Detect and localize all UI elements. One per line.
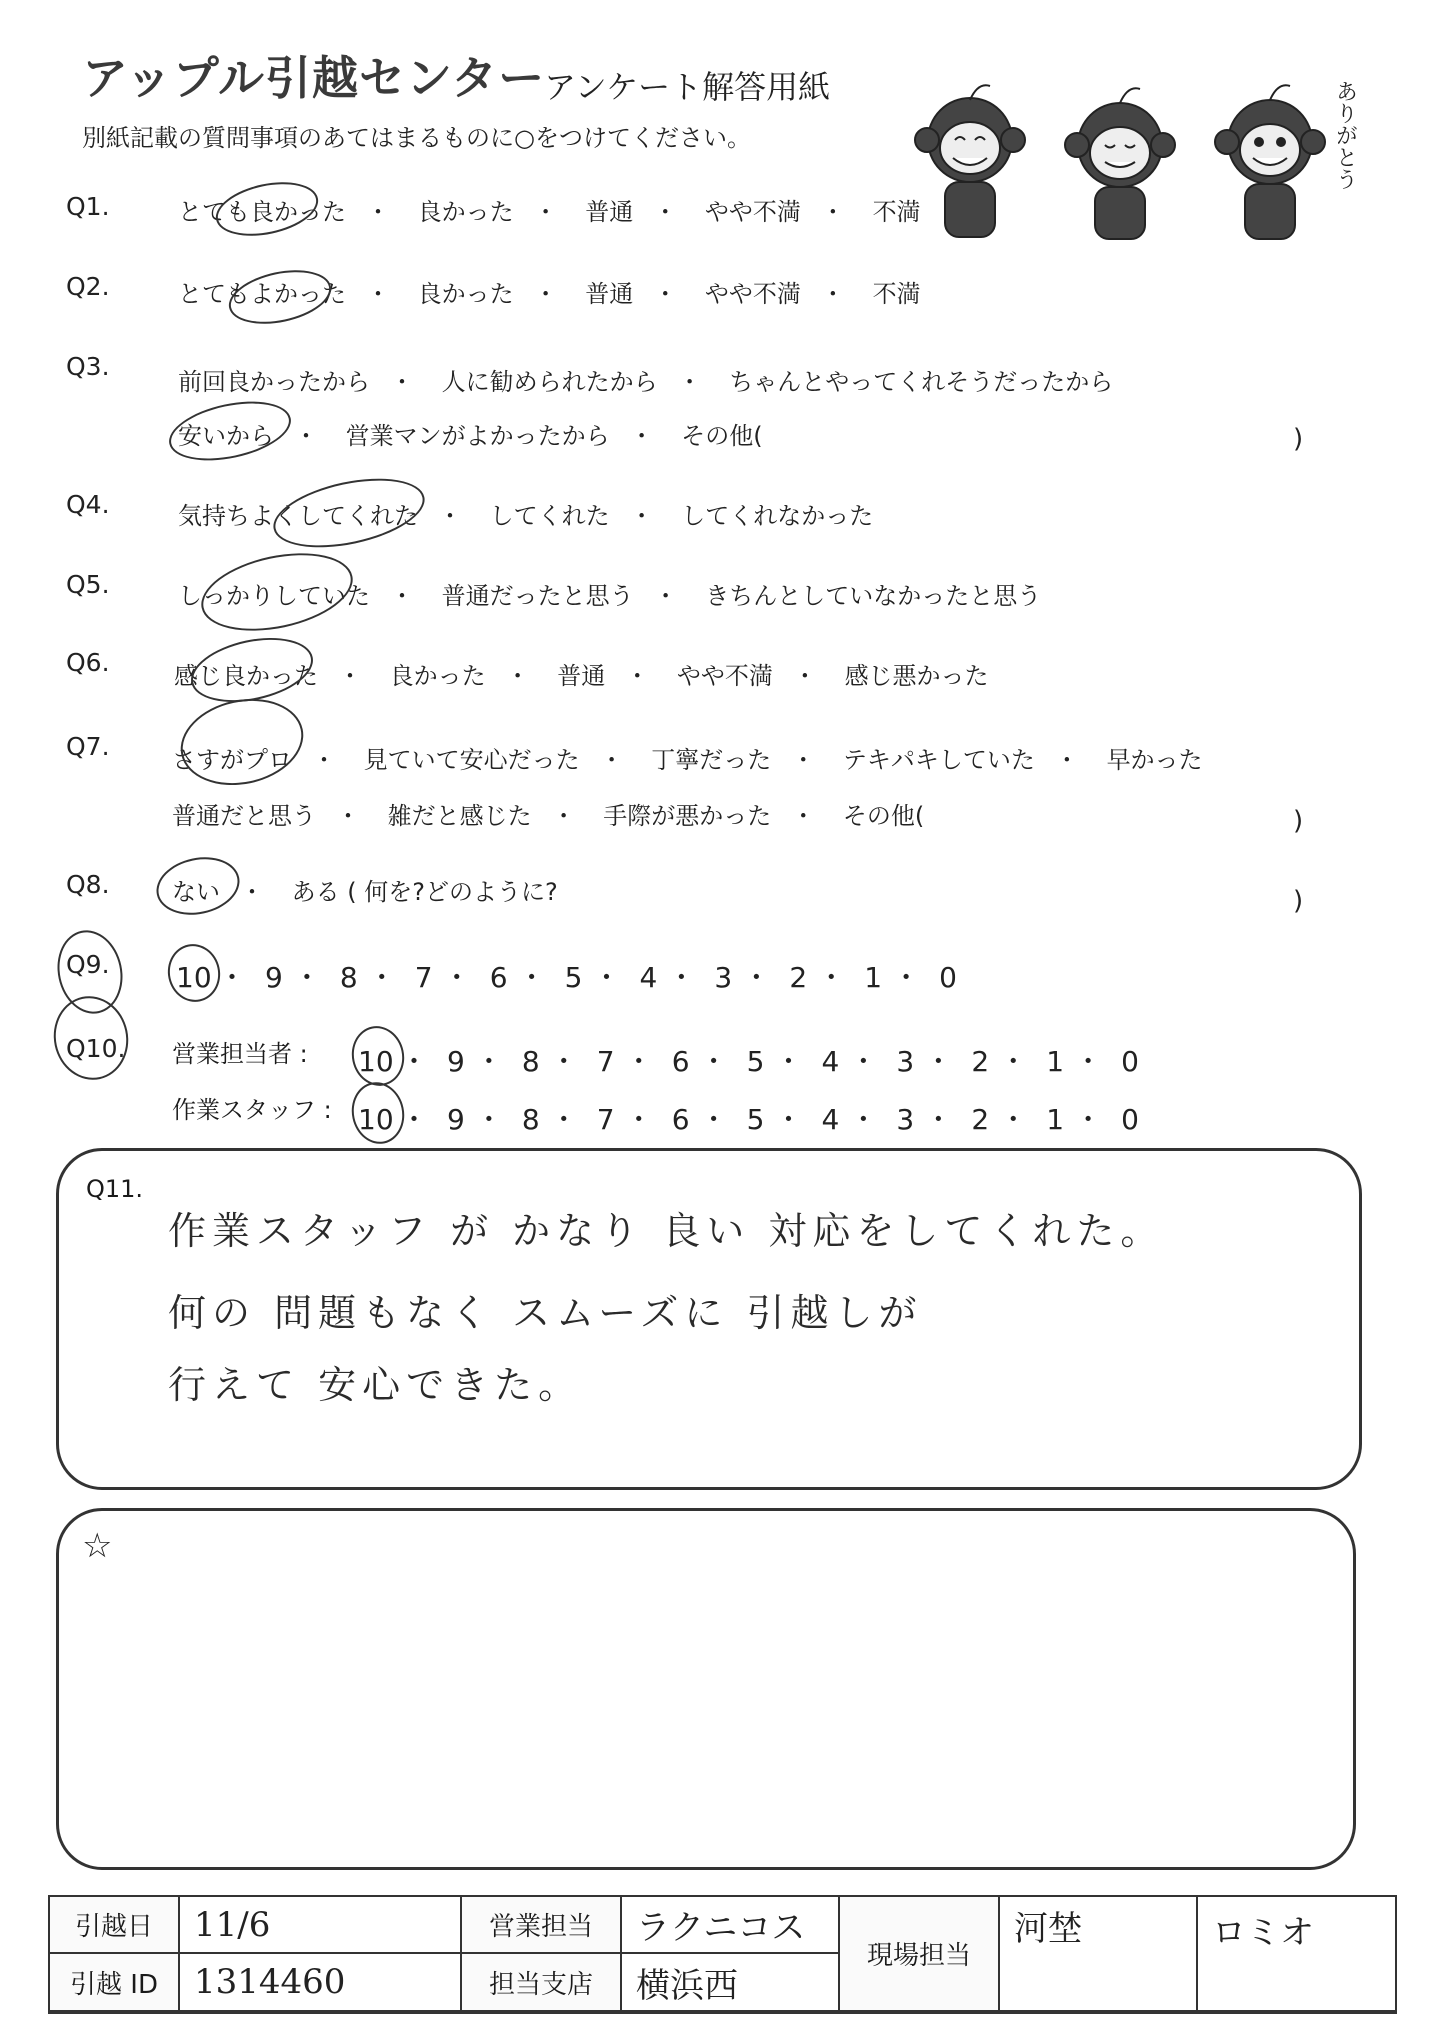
instructions: 別紙記載の質問事項のあてはまるものに○をつけてください。	[82, 124, 751, 152]
field-staff-label: 現場担当	[840, 1897, 1000, 2012]
q3-option-2[interactable]: 人に勧められたから	[441, 368, 658, 396]
q1-option-4[interactable]: やや不満	[704, 198, 801, 226]
q7-option-3[interactable]: 丁寧だった	[651, 746, 772, 774]
q7-answer-circle	[173, 688, 312, 796]
q9-score-7[interactable]: 7	[414, 961, 433, 994]
q5-option-1[interactable]: しっかりしていた	[178, 582, 370, 610]
q10-sales-score-5[interactable]: 5	[746, 1045, 765, 1078]
q8-paren-close: )	[1293, 886, 1304, 916]
q7-options-line2: 普通だと思う ・ 雑だと感じた ・ 手際が悪かった ・ その他(	[172, 796, 924, 831]
q7-number: Q7.	[66, 732, 110, 761]
q7-option-6[interactable]: 普通だと思う	[172, 802, 316, 830]
q7-option-other[interactable]: その他(	[842, 802, 925, 830]
sales-staff-label: 営業担当	[462, 1897, 622, 1954]
q7-options-line1: さすがプロ ・ 見ていて安心だった ・ 丁寧だった ・ テキパキしていた ・ 早かった	[172, 740, 1203, 775]
sales-staff-value: ラクニコス	[622, 1897, 840, 1954]
q7-option-1[interactable]: さすがプロ	[172, 746, 292, 774]
q11-comment-line-2: 何の 問題もなく スムーズに 引越しが	[168, 1291, 923, 1335]
q4-option-2[interactable]: してくれた	[489, 502, 610, 530]
q10-sales-score-0[interactable]: 0	[1121, 1045, 1139, 1078]
q3-option-4[interactable]: 安いから	[178, 422, 274, 450]
q7-paren-close: )	[1293, 806, 1304, 836]
move-id-value: 1314460	[180, 1954, 462, 2012]
q6-options: 感じ良かった ・ 良かった ・ 普通 ・ やや不満 ・ 感じ悪かった	[174, 656, 989, 691]
q10-staff-score-6[interactable]: 6	[671, 1103, 690, 1136]
q3-options-line2: 安いから ・ 営業マンがよかったから ・ その他(	[178, 416, 763, 451]
q10-sales-score-8[interactable]: 8	[521, 1045, 540, 1078]
q8-answer-circle	[151, 850, 245, 922]
q10-staff-score-4[interactable]: 4	[821, 1103, 840, 1136]
q10-sales-score-6[interactable]: 6	[671, 1045, 690, 1078]
q10-staff-score-10[interactable]: 10	[358, 1103, 394, 1136]
q10-staff-score-2[interactable]: 2	[971, 1103, 990, 1136]
q5-number: Q5.	[66, 570, 110, 599]
q7-option-8[interactable]: 手際が悪かった	[603, 802, 772, 830]
q10-staff-score-3[interactable]: 3	[896, 1103, 915, 1136]
q8-number: Q8.	[66, 870, 110, 899]
brand-name: アップル引越センター	[82, 51, 546, 105]
q10-staff-score-9[interactable]: 9	[446, 1103, 465, 1136]
q10-staff-score-0[interactable]: 0	[1121, 1103, 1139, 1136]
field-staff-value-1: 河埜	[1000, 1897, 1198, 2012]
q9-score-10[interactable]: 10	[176, 961, 212, 994]
q9-score-3[interactable]: 3	[714, 961, 733, 994]
q4-option-3[interactable]: してくれなかった	[681, 502, 874, 530]
q1-answer-circle	[211, 174, 323, 245]
q2-option-5[interactable]: 不満	[872, 280, 921, 308]
q2-option-4[interactable]: やや不満	[704, 280, 801, 308]
q6-option-4[interactable]: やや不満	[676, 662, 773, 690]
q11-number: Q11.	[86, 1175, 144, 1203]
q6-option-2[interactable]: 良かった	[389, 662, 486, 690]
q5-option-3[interactable]: きちんとしていなかったと思う	[705, 582, 1042, 610]
q7-option-2[interactable]: 見ていて安心だった	[363, 746, 580, 774]
q4-answer-circle	[267, 467, 431, 560]
q3-options-line1: 前回良かったから ・ 人に勧められたから ・ ちゃんとやってくれそうだったから	[178, 362, 1113, 397]
star-mark: ☆	[82, 1526, 113, 1566]
q3-option-3[interactable]: ちゃんとやってくれそうだったから	[729, 368, 1114, 396]
free-comment-box[interactable]	[56, 1508, 1356, 1870]
q11-comment-line-3: 行えて 安心できた。	[168, 1363, 583, 1407]
q6-option-1[interactable]: 感じ良かった	[174, 662, 318, 690]
q7-option-4[interactable]: テキパキしていた	[842, 746, 1035, 774]
q10-staff-score-1[interactable]: 1	[1046, 1103, 1065, 1136]
q3-option-1[interactable]: 前回良かったから	[178, 368, 370, 396]
monkey-mascots-illustration	[905, 60, 1365, 250]
q10-sales-score-1[interactable]: 1	[1046, 1045, 1065, 1078]
q10-sales-score-4[interactable]: 4	[821, 1045, 840, 1078]
q9-number: Q9.	[66, 950, 110, 979]
q2-answer-circle	[224, 262, 336, 333]
q10-sales-score-7[interactable]: 7	[596, 1045, 615, 1078]
q10-staff-score-7[interactable]: 7	[596, 1103, 615, 1136]
q1-option-2[interactable]: 良かった	[417, 198, 514, 226]
q9-answer-circle	[163, 939, 226, 1007]
q7-option-7[interactable]: 雑だと感じた	[387, 802, 532, 830]
q9-score-4[interactable]: 4	[639, 961, 658, 994]
q6-option-5[interactable]: 感じ悪かった	[844, 662, 989, 690]
q1-number: Q1.	[66, 192, 110, 221]
field-staff-value-2: ロミオ	[1198, 1897, 1395, 2012]
q10-sales-score-3[interactable]: 3	[896, 1045, 915, 1078]
q1-option-1[interactable]: とても良かった	[178, 198, 346, 226]
q9-score-0[interactable]: 0	[939, 961, 957, 994]
form-title: アンケート解答用紙	[544, 68, 831, 106]
q10-sales-score-9[interactable]: 9	[446, 1045, 465, 1078]
q1-option-3[interactable]: 普通	[585, 198, 634, 226]
move-id-label: 引越 ID	[50, 1954, 180, 2012]
q11-comment-line-1: 作業スタッフ が かなり 良い 対応をしてくれた。	[168, 1209, 1165, 1253]
q10-sales-scale: 10 ・ 9 ・ 8 ・ 7 ・ 6 ・ 5 ・ 4 ・ 3 ・ 2 ・ 1 ・ 0	[358, 1040, 1141, 1080]
q9-score-8[interactable]: 8	[339, 961, 358, 994]
q1-option-5[interactable]: 不満	[872, 198, 921, 226]
q2-option-3[interactable]: 普通	[585, 280, 634, 308]
footer-info-table	[48, 1895, 1397, 2014]
q3-option-5[interactable]: 営業マンがよかったから	[345, 422, 610, 450]
q2-option-1[interactable]: とてもよかった	[178, 280, 346, 308]
q2-number: Q2.	[66, 272, 110, 301]
q10-staff-score-5[interactable]: 5	[746, 1103, 765, 1136]
q9-score-5[interactable]: 5	[564, 961, 583, 994]
q6-number: Q6.	[66, 648, 110, 677]
branch-value: 横浜西	[622, 1954, 840, 2012]
q10-staff-scale: 10 ・ 9 ・ 8 ・ 7 ・ 6 ・ 5 ・ 4 ・ 3 ・ 2 ・ 1 ・ 0	[358, 1098, 1141, 1138]
q10-sales-score-10[interactable]: 10	[358, 1045, 394, 1078]
q10-sales-label: 営業担当者 :	[172, 1040, 308, 1068]
q10-sales-answer-circle	[346, 1021, 409, 1091]
q3-option-other[interactable]: その他(	[681, 422, 763, 450]
move-date-value: 11/6	[180, 1897, 462, 1954]
q4-option-1[interactable]: 気持ちよくしてくれた	[178, 502, 418, 530]
q3-answer-circle	[164, 392, 297, 471]
q4-number: Q4.	[66, 490, 110, 519]
q10-number: Q10.	[66, 1034, 126, 1063]
q8-option-1[interactable]: ない	[172, 878, 220, 906]
q10-staff-score-8[interactable]: 8	[521, 1103, 540, 1136]
q3-number: Q3.	[66, 352, 110, 381]
q10-staff-label: 作業スタッフ :	[172, 1096, 332, 1124]
q2-option-2[interactable]: 良かった	[417, 280, 514, 308]
q10-staff-answer-circle	[346, 1077, 410, 1148]
q9-score-1[interactable]: 1	[864, 961, 883, 994]
q6-option-3[interactable]: 普通	[557, 662, 606, 690]
q10-number-circle	[46, 989, 136, 1087]
q1-options: とても良かった ・ 良かった ・ 普通 ・ やや不満 ・ 不満	[178, 192, 921, 227]
q10-sales-score-2[interactable]: 2	[971, 1045, 990, 1078]
q8-options: ない ・ ある ( 何を?どのように?	[172, 872, 558, 907]
q7-option-5[interactable]: 早かった	[1106, 746, 1203, 774]
q2-options: とてもよかった ・ 良かった ・ 普通 ・ やや不満 ・ 不満	[178, 274, 921, 309]
q9-scale: 10 ・ 9 ・ 8 ・ 7 ・ 6 ・ 5 ・ 4 ・ 3 ・ 2 ・ 1 ・ 0	[176, 956, 959, 996]
move-date-label: 引越日	[50, 1897, 180, 1954]
q5-answer-circle	[194, 541, 360, 643]
q9-score-6[interactable]: 6	[489, 961, 508, 994]
q8-option-2[interactable]: ある ( 何を?どのように?	[291, 878, 558, 906]
branch-label: 担当支店	[462, 1954, 622, 2012]
q5-options: しっかりしていた ・ 普通だったと思う ・ きちんとしていなかったと思う	[178, 576, 1041, 611]
thanks-text: ありがとう	[1332, 80, 1358, 190]
q9-score-9[interactable]: 9	[264, 961, 283, 994]
q9-score-2[interactable]: 2	[789, 961, 808, 994]
q5-option-2[interactable]: 普通だったと思う	[441, 582, 634, 610]
q4-options: 気持ちよくしてくれた ・ してくれた ・ してくれなかった	[178, 496, 873, 531]
q3-paren-close: )	[1293, 424, 1304, 454]
